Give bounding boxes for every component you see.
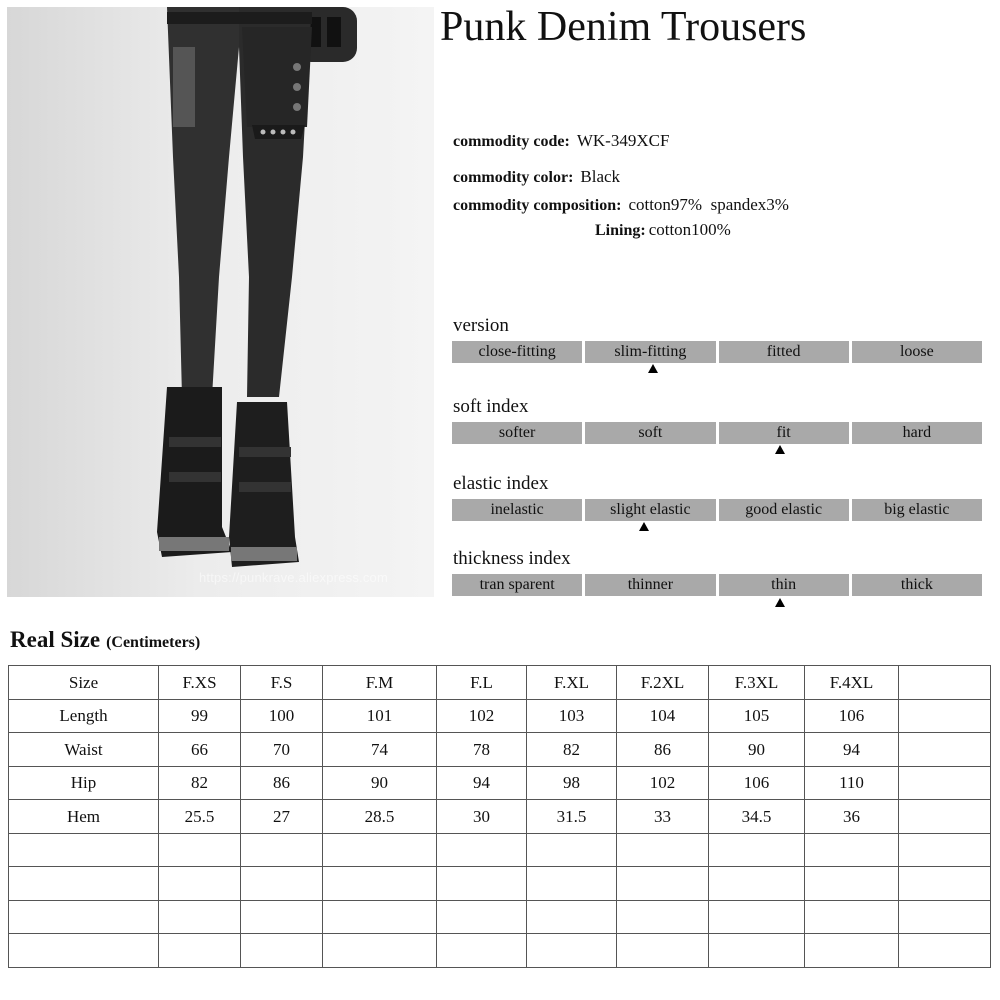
size-chart-title: Real Size — [10, 627, 101, 652]
thickness-index-option: thinner — [585, 574, 715, 596]
table-cell: Hem — [9, 800, 159, 834]
commodity-code-label: commodity code: — [453, 133, 570, 150]
table-cell — [527, 934, 617, 968]
commodity-code-value: WK-349XCF — [576, 131, 670, 150]
lining-row — [595, 220, 731, 240]
table-cell — [9, 833, 159, 867]
trousers-illustration — [7, 7, 434, 597]
table-cell: 101 — [323, 699, 437, 733]
thickness-index-option: thin — [719, 574, 849, 596]
elastic-index-selected-marker-icon — [639, 522, 649, 531]
table-cell: 30 — [437, 800, 527, 834]
table-cell: 28.5 — [323, 800, 437, 834]
commodity-color-label: commodity color: — [453, 169, 574, 186]
version-option: loose — [852, 341, 982, 363]
table-row — [9, 833, 991, 867]
table-cell: Length — [9, 699, 159, 733]
thickness-index-option: tran sparent — [452, 574, 582, 596]
table-cell: 33 — [617, 800, 709, 834]
table-cell — [617, 900, 709, 934]
table-row — [9, 699, 991, 733]
table-cell — [159, 833, 241, 867]
table-cell: Waist — [9, 733, 159, 767]
table-cell — [241, 900, 323, 934]
table-cell: 27 — [241, 800, 323, 834]
size-chart-table — [8, 665, 991, 968]
table-cell — [805, 867, 899, 901]
table-cell — [527, 867, 617, 901]
table-cell: 90 — [323, 766, 437, 800]
table-cell: 70 — [241, 733, 323, 767]
table-cell: 99 — [159, 699, 241, 733]
table-header-cell: Size — [9, 666, 159, 700]
table-cell — [527, 833, 617, 867]
version-label: version — [453, 315, 509, 336]
table-header-cell: F.4XL — [805, 666, 899, 700]
table-cell: 82 — [527, 733, 617, 767]
table-cell: 106 — [805, 699, 899, 733]
table-cell: 90 — [709, 733, 805, 767]
table-cell — [899, 900, 991, 934]
table-cell — [617, 833, 709, 867]
table-cell — [159, 900, 241, 934]
table-cell — [899, 867, 991, 901]
commodity-color-row — [453, 167, 620, 187]
thickness-index-scale — [452, 574, 982, 596]
commodity-color-value: Black — [580, 167, 621, 186]
elastic-index-option: slight elastic — [585, 499, 715, 521]
product-photo — [7, 7, 434, 597]
table-cell — [709, 867, 805, 901]
table-row — [9, 934, 991, 968]
version-option: close-fitting — [452, 341, 582, 363]
product-title: Punk Denim Trousers — [440, 4, 807, 50]
table-cell: 110 — [805, 766, 899, 800]
table-header-cell: F.L — [437, 666, 527, 700]
table-cell — [527, 900, 617, 934]
table-cell — [899, 699, 991, 733]
soft-index-option: hard — [852, 422, 982, 444]
table-cell: 66 — [159, 733, 241, 767]
table-cell: 100 — [241, 699, 323, 733]
commodity-composition-label: commodity composition: — [453, 197, 622, 214]
table-cell — [437, 867, 527, 901]
soft-index-scale — [452, 422, 982, 444]
watermark-text: https://punkrave.aliexpress.com — [199, 570, 389, 585]
table-cell — [437, 900, 527, 934]
table-cell: 86 — [617, 733, 709, 767]
table-cell — [437, 934, 527, 968]
table-cell — [9, 900, 159, 934]
table-cell: 31.5 — [527, 800, 617, 834]
table-header-row — [9, 666, 991, 700]
table-cell — [617, 934, 709, 968]
table-cell — [323, 934, 437, 968]
lining-label: Lining: — [595, 222, 646, 239]
table-header-cell: F.S — [241, 666, 323, 700]
soft-index-label: soft index — [453, 396, 529, 417]
table-cell: 34.5 — [709, 800, 805, 834]
table-cell — [323, 900, 437, 934]
thickness-index-label: thickness index — [453, 548, 571, 569]
table-cell — [241, 934, 323, 968]
table-header-cell: F.XS — [159, 666, 241, 700]
elastic-index-scale — [452, 499, 982, 521]
table-cell — [437, 833, 527, 867]
soft-index-option: fit — [719, 422, 849, 444]
lining-value: cotton100% — [648, 220, 731, 239]
table-cell — [805, 900, 899, 934]
table-cell — [899, 766, 991, 800]
table-header-cell — [899, 666, 991, 700]
table-cell: 82 — [159, 766, 241, 800]
table-cell: 98 — [527, 766, 617, 800]
table-cell — [899, 733, 991, 767]
table-cell — [159, 867, 241, 901]
table-cell — [709, 900, 805, 934]
thickness-index-option: thick — [852, 574, 982, 596]
table-cell: 86 — [241, 766, 323, 800]
elastic-index-label: elastic index — [453, 473, 549, 494]
commodity-composition-row — [453, 195, 789, 215]
thickness-index-selected-marker-icon — [775, 598, 785, 607]
table-cell — [323, 833, 437, 867]
table-row — [9, 867, 991, 901]
table-cell — [9, 867, 159, 901]
table-cell: 78 — [437, 733, 527, 767]
table-header-cell: F.M — [323, 666, 437, 700]
table-cell — [241, 833, 323, 867]
table-cell — [805, 934, 899, 968]
table-row — [9, 733, 991, 767]
table-cell: 25.5 — [159, 800, 241, 834]
table-cell — [709, 833, 805, 867]
table-cell: 74 — [323, 733, 437, 767]
table-cell — [241, 867, 323, 901]
table-cell: 102 — [437, 699, 527, 733]
soft-index-option: softer — [452, 422, 582, 444]
table-cell — [617, 867, 709, 901]
table-cell: 94 — [805, 733, 899, 767]
commodity-composition-value: cotton97% spandex3% — [628, 195, 789, 214]
table-cell: 106 — [709, 766, 805, 800]
table-cell: 36 — [805, 800, 899, 834]
version-selected-marker-icon — [648, 364, 658, 373]
commodity-code-row — [453, 131, 669, 151]
table-cell: 103 — [527, 699, 617, 733]
soft-index-selected-marker-icon — [775, 445, 785, 454]
elastic-index-option: inelastic — [452, 499, 582, 521]
version-scale — [452, 341, 982, 363]
table-cell — [899, 934, 991, 968]
table-row — [9, 800, 991, 834]
table-header-cell: F.XL — [527, 666, 617, 700]
table-cell: 94 — [437, 766, 527, 800]
table-header-cell: F.3XL — [709, 666, 805, 700]
table-row — [9, 900, 991, 934]
table-cell — [9, 934, 159, 968]
table-cell — [709, 934, 805, 968]
table-cell: Hip — [9, 766, 159, 800]
soft-index-option: soft — [585, 422, 715, 444]
table-cell — [899, 800, 991, 834]
elastic-index-option: big elastic — [852, 499, 982, 521]
table-cell: 102 — [617, 766, 709, 800]
table-row — [9, 766, 991, 800]
table-cell — [323, 867, 437, 901]
table-cell: 104 — [617, 699, 709, 733]
table-cell — [159, 934, 241, 968]
version-option: fitted — [719, 341, 849, 363]
elastic-index-option: good elastic — [719, 499, 849, 521]
table-header-cell: F.2XL — [617, 666, 709, 700]
table-cell — [899, 833, 991, 867]
table-cell: 105 — [709, 699, 805, 733]
table-cell — [805, 833, 899, 867]
size-chart-heading — [10, 627, 200, 653]
version-option: slim-fitting — [585, 341, 715, 363]
size-chart-unit: (Centimeters) — [106, 634, 201, 651]
